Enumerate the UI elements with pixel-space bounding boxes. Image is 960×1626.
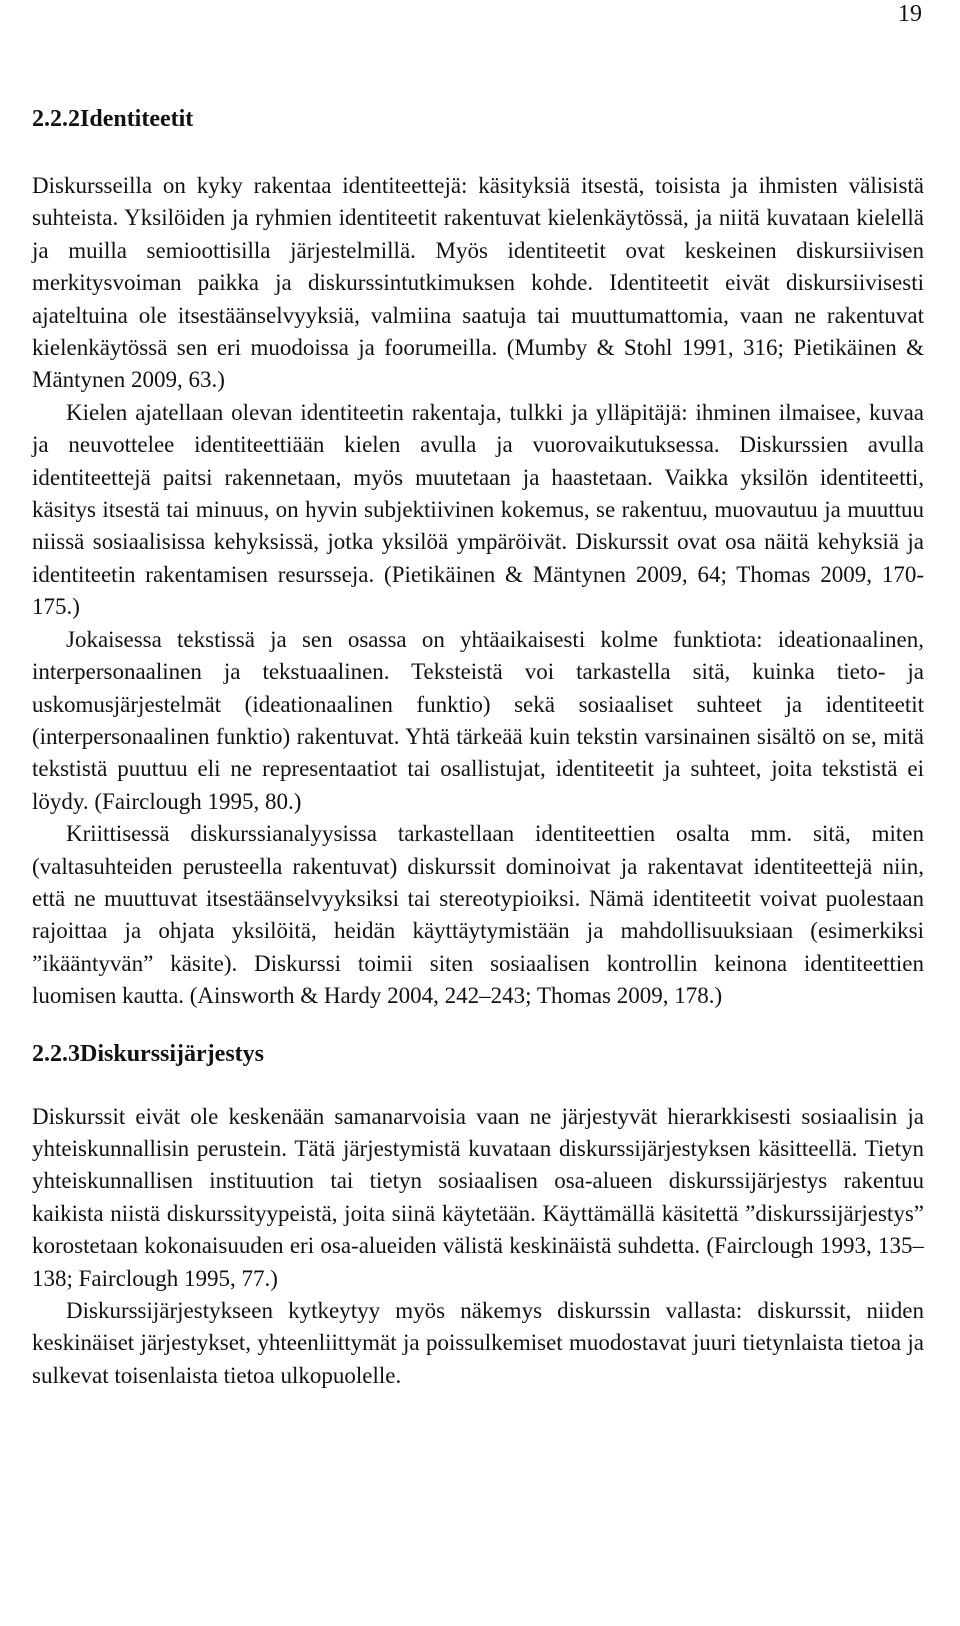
paragraph: Jokaisessa tekstissä ja sen osassa on yhtäaikaisesti kolme funktiota: ideationaalinen, interpersonaalinen ja tekstuaalinen. Teksteistä voi tarkastella sitä, kuinka tieto- ja uskomusjärjestelmät (ideationaalinen funktio) sekä sosiaaliset suhteet ja identiteetit (interpersonaalinen funktio) rakentuvat. Yhtä tärkeää kuin tekstin varsinainen sisältö on se, mitä tekstistä puuttuu eli ne representaatiot tai osallistujat, identiteetit ja suhteet, joita tekstistä ei löydy. (Fairclough 1995, 80.) [32, 626, 924, 814]
section-number: 2.2.3 [32, 1040, 80, 1067]
paragraph: Diskursseilla on kyky rakentaa identiteettejä: käsityksiä itsestä, toisista ja ihmisten välisistä suhteista. Yksilöiden ja ryhmien identiteetit rakentuvat kielenkäytössä, ja niitä kuvataan kielellä ja muilla semioottisilla järjestelmillä. Myös identiteetit ovat keskeinen diskursiivisen merkitysvoiman paikka ja diskurssintutkimuksen kohde. Identiteetit eivät diskursiivisesti ajateltuina ole itsestäänselvyyksiä, valmiina saatuja tai muuttumattomia, vaan ne rakentuvat kielenkäytössä sen eri muodoissa ja foorumeilla. (Mumby & Stohl 1991, 316; Pietikäinen & Mäntynen 2009, 63.) [32, 173, 924, 393]
section-title: Identiteetit [80, 106, 194, 132]
paragraph: Diskurssijärjestykseen kytkeytyy myös näkemys diskurssin vallasta: diskurssit, niiden keskinäiset järjestykset, yhteenliittymät ja poissulkemiset muodostavat juuri tietynlaista tietoa ja sulkevat toisenlaista tietoa ulkopuolelle. [32, 1298, 924, 1388]
paragraph: Kriittisessä diskurssianalyysissa tarkastellaan identiteettien osalta mm. sitä, miten (valtasuhteiden perusteella rakentuvat) diskurssit dominoivat ja rakentavat identiteettejä niin, että ne muuttuvat itsestäänselvyyksiksi tai stereotypioiksi. Nämä identiteetit voivat puolestaan rajoittaa ja ohjata yksilöitä, heidän käyttäytymistään ja mahdollisuuksiaan (esimerkiksi ”ikääntyvän” käsite). Diskurssi toimii siten sosiaalisen kontrollin keinona identiteettien luomisen kautta. (Ainsworth & Hardy 2004, 242–243; Thomas 2009, 178.) [32, 821, 924, 1009]
section-heading-identiteetit [32, 104, 924, 134]
section-heading-diskurssijarjestys [32, 1039, 924, 1069]
paragraph: Diskurssit eivät ole keskenään samanarvoisia vaan ne järjestyvät hierarkkisesti sosiaalisin ja yhteiskunnallisin perustein. Tätä järjestymistä kuvataan diskurssijärjestyksen käsitteellä. Tietyn yhteiskunnallisen instituution tai tietyn sosiaalisen osa-alueen diskurssijärjestys rakentuu kaikista niistä diskurssityypeistä, joita siinä käytetään. Käyttämällä käsitettä ”diskurssijärjestys” korostetaan kokonaisuuden eri osa-alueiden välistä keskinäistä suhdetta. (Fairclough 1993, 135–138; Fairclough 1995, 77.) [32, 1103, 924, 1291]
paragraph: Kielen ajatellaan olevan identiteetin rakentaja, tulkki ja ylläpitäjä: ihminen ilmaisee, kuvaa ja neuvottelee identiteettiään kielen avulla ja vuorovaikutuksessa. Diskurssien avulla identiteettejä paitsi rakennetaan, myös muutetaan ja haastetaan. Vaikka yksilön identiteetti, käsitys itsestä tai minuus, on hyvin subjektiivinen kokemus, se rakentuu, muovautuu ja muuttuu niissä sosiaalisissa kehyksissä, jotka yksilöä ympäröivät. Diskurssit ovat osa näitä kehyksiä ja identiteetin rakentamisen resursseja. (Pietikäinen & Mäntynen 2009, 64; Thomas 2009, 170-175.) [32, 399, 924, 620]
page-number: 19 [898, 1, 922, 27]
section-title: Diskurssijärjestys [80, 1040, 264, 1067]
section-number: 2.2.2 [32, 106, 80, 132]
document-body [32, 104, 924, 1392]
